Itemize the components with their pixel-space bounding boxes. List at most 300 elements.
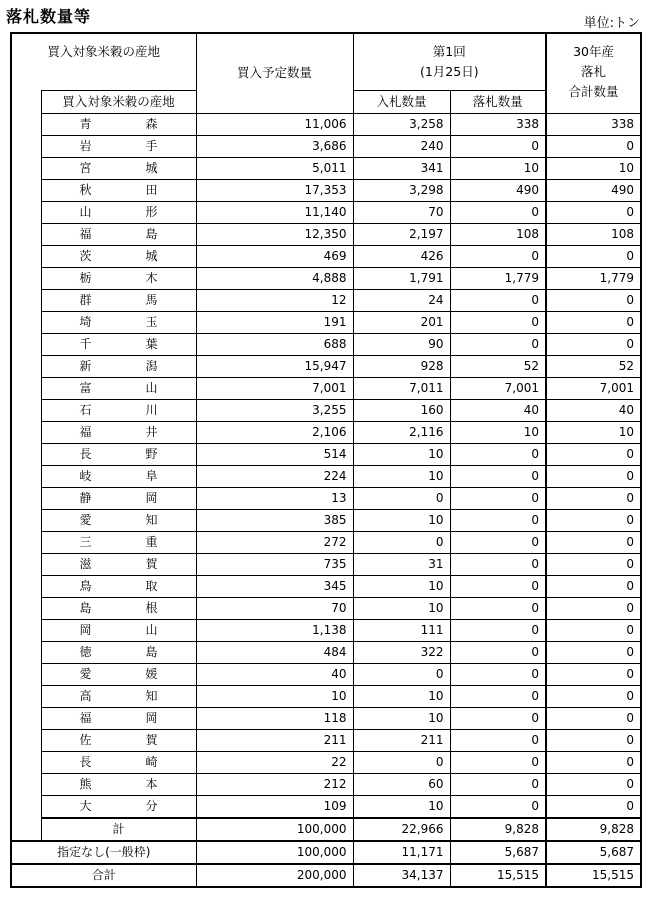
table-row [11, 729, 641, 751]
table-row [11, 597, 641, 619]
prefecture-char-1: 高 [79, 689, 92, 703]
table-row [11, 421, 641, 443]
prefecture-char-2: 知 [145, 689, 158, 703]
indent-cell [11, 531, 41, 553]
bid-quantity: 10 [353, 509, 450, 531]
prefecture-cell [41, 641, 196, 663]
awarded-quantity: 0 [450, 641, 546, 663]
prefecture-cell [41, 179, 196, 201]
planned-quantity: 12,350 [196, 223, 353, 245]
prefecture-cell [41, 399, 196, 421]
prefecture-char-2: 井 [145, 425, 158, 439]
prefecture-name [42, 576, 196, 596]
awarded-quantity: 0 [450, 597, 546, 619]
total-awarded-quantity: 108 [546, 223, 641, 245]
indent-cell [11, 707, 41, 729]
indent-cell [11, 509, 41, 531]
total-awarded-quantity: 0 [546, 289, 641, 311]
award-table [10, 32, 642, 888]
bid-quantity: 10 [353, 685, 450, 707]
indent-cell [11, 663, 41, 685]
prefecture-name [42, 488, 196, 508]
prefecture-char-1: 福 [79, 227, 92, 241]
planned-quantity: 12 [196, 289, 353, 311]
prefecture-char-2: 阜 [145, 469, 158, 483]
bid-quantity: 3,298 [353, 179, 450, 201]
grand-awarded: 15,515 [450, 864, 546, 887]
awarded-quantity: 0 [450, 773, 546, 795]
prefecture-char-1: 長 [79, 447, 92, 461]
table-row [11, 553, 641, 575]
planned-quantity: 1,138 [196, 619, 353, 641]
prefecture-cell [41, 663, 196, 685]
planned-quantity: 3,255 [196, 399, 353, 421]
bid-quantity: 1,791 [353, 267, 450, 289]
indent-cell [11, 641, 41, 663]
total-header-line3: 合計数量 [568, 84, 619, 99]
prefecture-cell [41, 531, 196, 553]
total-awarded-quantity: 0 [546, 729, 641, 751]
prefecture-char-1: 愛 [79, 513, 92, 527]
table-row [11, 575, 641, 597]
bid-quantity: 10 [353, 465, 450, 487]
awarded-quantity: 0 [450, 443, 546, 465]
prefecture-name [42, 466, 196, 486]
planned-quantity: 484 [196, 641, 353, 663]
prefecture-name [42, 334, 196, 354]
prefecture-name [42, 752, 196, 772]
prefecture-cell [41, 729, 196, 751]
table-row [11, 685, 641, 707]
total-awarded-quantity: 0 [546, 333, 641, 355]
planned-quantity: 385 [196, 509, 353, 531]
unit-label: 単位:トン [583, 16, 640, 31]
indent-cell [11, 685, 41, 707]
prefecture-name [42, 598, 196, 618]
indent-cell [11, 575, 41, 597]
prefecture-char-1: 福 [79, 425, 92, 439]
total-awarded-quantity: 338 [546, 113, 641, 135]
prefecture-name [42, 224, 196, 244]
prefecture-cell [41, 157, 196, 179]
indent-cell [11, 377, 41, 399]
bid-quantity: 426 [353, 245, 450, 267]
prefecture-char-1: 岐 [79, 469, 92, 483]
table-row [11, 113, 641, 135]
prefecture-char-1: 愛 [79, 667, 92, 681]
awarded-quantity: 0 [450, 685, 546, 707]
table-row [11, 355, 641, 377]
total-awarded-quantity: 0 [546, 773, 641, 795]
planned-quantity: 11,140 [196, 201, 353, 223]
planned-header: 買入予定数量 [196, 33, 353, 113]
indent-cell [11, 421, 41, 443]
prefecture-char-1: 島 [79, 601, 92, 615]
prefecture-char-2: 葉 [145, 337, 158, 351]
prefecture-char-2: 岡 [145, 491, 158, 505]
prefecture-cell [41, 201, 196, 223]
planned-quantity: 272 [196, 531, 353, 553]
table-row [11, 267, 641, 289]
prefecture-char-2: 取 [145, 579, 158, 593]
total-header [546, 33, 641, 113]
indent-cell [11, 201, 41, 223]
prefecture-char-2: 本 [145, 777, 158, 791]
subtotal-row [11, 818, 641, 841]
prefecture-char-2: 分 [145, 799, 158, 813]
total-awarded-quantity: 490 [546, 179, 641, 201]
prefecture-name [42, 642, 196, 662]
prefecture-name [42, 180, 196, 200]
general-total: 5,687 [546, 841, 641, 864]
prefecture-cell [41, 509, 196, 531]
prefecture-cell [41, 553, 196, 575]
table-row [11, 399, 641, 421]
prefecture-char-2: 根 [145, 601, 158, 615]
bid-quantity: 0 [353, 663, 450, 685]
planned-quantity: 7,001 [196, 377, 353, 399]
table-row [11, 245, 641, 267]
prefecture-cell [41, 619, 196, 641]
prefecture-char-1: 新 [79, 359, 92, 373]
prefecture-name [42, 114, 196, 134]
planned-quantity: 3,686 [196, 135, 353, 157]
grand-bid: 34,137 [353, 864, 450, 887]
bid-quantity: 10 [353, 597, 450, 619]
awarded-header: 落札数量 [450, 90, 546, 113]
awarded-quantity: 0 [450, 289, 546, 311]
total-awarded-quantity: 10 [546, 421, 641, 443]
prefecture-char-1: 大 [79, 799, 92, 813]
page-title: 落札数量等 [6, 7, 92, 26]
bid-quantity: 322 [353, 641, 450, 663]
bid-quantity: 10 [353, 575, 450, 597]
indent-cell [11, 818, 41, 841]
grand-total-label: 合計 [11, 864, 196, 887]
bid-quantity: 7,011 [353, 377, 450, 399]
total-awarded-quantity: 0 [546, 707, 641, 729]
prefecture-char-2: 野 [145, 447, 158, 461]
table-row [11, 377, 641, 399]
prefecture-char-2: 山 [145, 381, 158, 395]
table-row [11, 509, 641, 531]
awarded-quantity: 0 [450, 509, 546, 531]
prefecture-char-1: 佐 [79, 733, 92, 747]
table-row [11, 751, 641, 773]
indent-cell [11, 751, 41, 773]
awarded-quantity: 0 [450, 333, 546, 355]
table-row [11, 641, 641, 663]
indent-cell [11, 355, 41, 377]
prefecture-char-1: 宮 [79, 161, 92, 175]
prefecture-char-1: 熊 [79, 777, 92, 791]
planned-quantity: 70 [196, 597, 353, 619]
awarded-quantity: 338 [450, 113, 546, 135]
total-awarded-quantity: 0 [546, 641, 641, 663]
table-row [11, 135, 641, 157]
awarded-quantity: 1,779 [450, 267, 546, 289]
table-row [11, 773, 641, 795]
awarded-quantity: 0 [450, 729, 546, 751]
round-date: (1月25日) [419, 63, 479, 79]
indent-cell [11, 289, 41, 311]
indent-cell [11, 729, 41, 751]
prefecture-cell [41, 355, 196, 377]
indent-cell [11, 487, 41, 509]
total-awarded-quantity: 0 [546, 443, 641, 465]
prefecture-name [42, 510, 196, 530]
indent-cell [11, 773, 41, 795]
table-row [11, 707, 641, 729]
bid-quantity: 10 [353, 795, 450, 818]
table-row [11, 201, 641, 223]
awarded-quantity: 0 [450, 707, 546, 729]
prefecture-name [42, 774, 196, 794]
subtotal-awarded: 9,828 [450, 818, 546, 841]
bid-quantity: 928 [353, 355, 450, 377]
prefecture-char-2: 木 [145, 271, 158, 285]
total-awarded-quantity: 10 [546, 157, 641, 179]
total-awarded-quantity: 0 [546, 685, 641, 707]
prefecture-cell [41, 421, 196, 443]
prefecture-cell [41, 113, 196, 135]
table-row [11, 663, 641, 685]
prefecture-cell [41, 685, 196, 707]
planned-quantity: 40 [196, 663, 353, 685]
prefecture-char-1: 富 [79, 381, 92, 395]
indent-cell [11, 619, 41, 641]
prefecture-name [42, 730, 196, 750]
prefecture-char-2: 森 [145, 117, 158, 131]
table-row [11, 179, 641, 201]
prefecture-cell [41, 223, 196, 245]
prefecture-char-1: 石 [79, 403, 92, 417]
prefecture-char-1: 長 [79, 755, 92, 769]
table-row [11, 531, 641, 553]
prefecture-cell [41, 267, 196, 289]
table-body [11, 113, 641, 887]
prefecture-name [42, 290, 196, 310]
total-awarded-quantity: 0 [546, 795, 641, 818]
bid-quantity: 201 [353, 311, 450, 333]
grand-total: 15,515 [546, 864, 641, 887]
awarded-quantity: 0 [450, 135, 546, 157]
indent-cell [11, 795, 41, 818]
planned-quantity: 109 [196, 795, 353, 818]
prefecture-name [42, 158, 196, 178]
bid-quantity: 60 [353, 773, 450, 795]
subtotal-total: 9,828 [546, 818, 641, 841]
bid-quantity: 10 [353, 443, 450, 465]
planned-quantity: 10 [196, 685, 353, 707]
prefecture-name [42, 554, 196, 574]
planned-quantity: 224 [196, 465, 353, 487]
prefecture-char-2: 重 [145, 535, 158, 549]
prefecture-char-1: 群 [79, 293, 92, 307]
indent-cell [11, 157, 41, 179]
bid-quantity: 70 [353, 201, 450, 223]
prefecture-char-1: 埼 [79, 315, 92, 329]
indent-cell [11, 553, 41, 575]
prefecture-char-1: 山 [79, 205, 92, 219]
awarded-quantity: 0 [450, 663, 546, 685]
awarded-quantity: 0 [450, 795, 546, 818]
total-awarded-quantity: 0 [546, 553, 641, 575]
planned-quantity: 345 [196, 575, 353, 597]
prefecture-char-2: 川 [145, 403, 158, 417]
total-awarded-quantity: 0 [546, 201, 641, 223]
total-awarded-quantity: 0 [546, 531, 641, 553]
prefecture-name [42, 202, 196, 222]
bid-quantity: 160 [353, 399, 450, 421]
bid-quantity: 31 [353, 553, 450, 575]
round-header [353, 33, 546, 90]
total-awarded-quantity: 0 [546, 487, 641, 509]
indent-cell [11, 399, 41, 421]
table-row [11, 333, 641, 355]
bid-quantity: 90 [353, 333, 450, 355]
bid-quantity: 0 [353, 531, 450, 553]
total-awarded-quantity: 0 [546, 619, 641, 641]
prefecture-char-2: 城 [145, 249, 158, 263]
awarded-quantity: 7,001 [450, 377, 546, 399]
indent-cell [11, 90, 41, 113]
indent-cell [11, 223, 41, 245]
prefecture-char-2: 城 [145, 161, 158, 175]
total-awarded-quantity: 0 [546, 311, 641, 333]
origin-header: 買入対象米穀の産地 [11, 33, 196, 90]
awarded-quantity: 10 [450, 421, 546, 443]
total-header-line2: 落札 [581, 64, 607, 79]
prefecture-cell [41, 333, 196, 355]
prefecture-cell [41, 245, 196, 267]
planned-quantity: 13 [196, 487, 353, 509]
prefecture-char-1: 岡 [79, 623, 92, 637]
prefecture-char-1: 岩 [79, 139, 92, 153]
table-row [11, 223, 641, 245]
prefecture-cell [41, 773, 196, 795]
awarded-quantity: 490 [450, 179, 546, 201]
prefecture-char-1: 千 [79, 337, 92, 351]
prefecture-char-2: 山 [145, 623, 158, 637]
bid-quantity: 0 [353, 751, 450, 773]
bid-quantity: 2,116 [353, 421, 450, 443]
prefecture-name [42, 708, 196, 728]
prefecture-name [42, 246, 196, 266]
total-awarded-quantity: 0 [546, 663, 641, 685]
planned-quantity: 17,353 [196, 179, 353, 201]
total-header-line1: 30年産 [573, 44, 614, 59]
total-awarded-quantity: 52 [546, 355, 641, 377]
awarded-quantity: 0 [450, 619, 546, 641]
table-row [11, 795, 641, 818]
prefecture-name [42, 268, 196, 288]
total-awarded-quantity: 0 [546, 575, 641, 597]
prefecture-cell [41, 487, 196, 509]
bid-quantity: 10 [353, 707, 450, 729]
prefecture-cell [41, 443, 196, 465]
subtotal-planned: 100,000 [196, 818, 353, 841]
prefecture-char-1: 青 [79, 117, 92, 131]
prefecture-char-2: 岡 [145, 711, 158, 725]
grand-planned: 200,000 [196, 864, 353, 887]
prefecture-cell [41, 311, 196, 333]
total-awarded-quantity: 0 [546, 465, 641, 487]
awarded-quantity: 40 [450, 399, 546, 421]
prefecture-name [42, 400, 196, 420]
prefecture-name [42, 312, 196, 332]
indent-cell [11, 443, 41, 465]
planned-quantity: 191 [196, 311, 353, 333]
table-row [11, 311, 641, 333]
planned-quantity: 11,006 [196, 113, 353, 135]
subtotal-bid: 22,966 [353, 818, 450, 841]
prefecture-char-1: 滋 [79, 557, 92, 571]
awarded-quantity: 0 [450, 575, 546, 597]
total-awarded-quantity: 7,001 [546, 377, 641, 399]
prefecture-cell [41, 707, 196, 729]
prefecture-name [42, 378, 196, 398]
prefecture-char-2: 島 [145, 645, 158, 659]
awarded-quantity: 10 [450, 157, 546, 179]
prefecture-char-1: 茨 [79, 249, 92, 263]
planned-quantity: 2,106 [196, 421, 353, 443]
indent-cell [11, 333, 41, 355]
bid-header: 入札数量 [353, 90, 450, 113]
table-row [11, 619, 641, 641]
prefecture-cell [41, 135, 196, 157]
planned-quantity: 22 [196, 751, 353, 773]
planned-quantity: 15,947 [196, 355, 353, 377]
planned-quantity: 118 [196, 707, 353, 729]
indent-cell [11, 311, 41, 333]
planned-quantity: 735 [196, 553, 353, 575]
total-awarded-quantity: 1,779 [546, 267, 641, 289]
awarded-quantity: 0 [450, 531, 546, 553]
planned-quantity: 212 [196, 773, 353, 795]
prefecture-char-2: 手 [145, 139, 158, 153]
bid-quantity: 3,258 [353, 113, 450, 135]
awarded-quantity: 0 [450, 751, 546, 773]
bid-quantity: 2,197 [353, 223, 450, 245]
awarded-quantity: 108 [450, 223, 546, 245]
origin-subheader: 買入対象米穀の産地 [41, 90, 196, 113]
general-awarded: 5,687 [450, 841, 546, 864]
prefecture-char-1: 福 [79, 711, 92, 725]
bid-quantity: 211 [353, 729, 450, 751]
table-row [11, 443, 641, 465]
prefecture-name [42, 664, 196, 684]
prefecture-char-2: 玉 [145, 315, 158, 329]
awarded-quantity: 0 [450, 487, 546, 509]
awarded-quantity: 0 [450, 245, 546, 267]
indent-cell [11, 135, 41, 157]
awarded-quantity: 0 [450, 465, 546, 487]
indent-cell [11, 597, 41, 619]
prefecture-name [42, 136, 196, 156]
prefecture-char-2: 賀 [145, 557, 158, 571]
table-row [11, 465, 641, 487]
bid-quantity: 341 [353, 157, 450, 179]
prefecture-char-2: 形 [145, 205, 158, 219]
prefecture-cell [41, 465, 196, 487]
prefecture-cell [41, 597, 196, 619]
prefecture-char-1: 鳥 [79, 579, 92, 593]
general-quota-label: 指定なし(一般枠) [11, 841, 196, 864]
prefecture-char-2: 潟 [145, 359, 158, 373]
total-awarded-quantity: 0 [546, 597, 641, 619]
prefecture-name [42, 796, 196, 816]
